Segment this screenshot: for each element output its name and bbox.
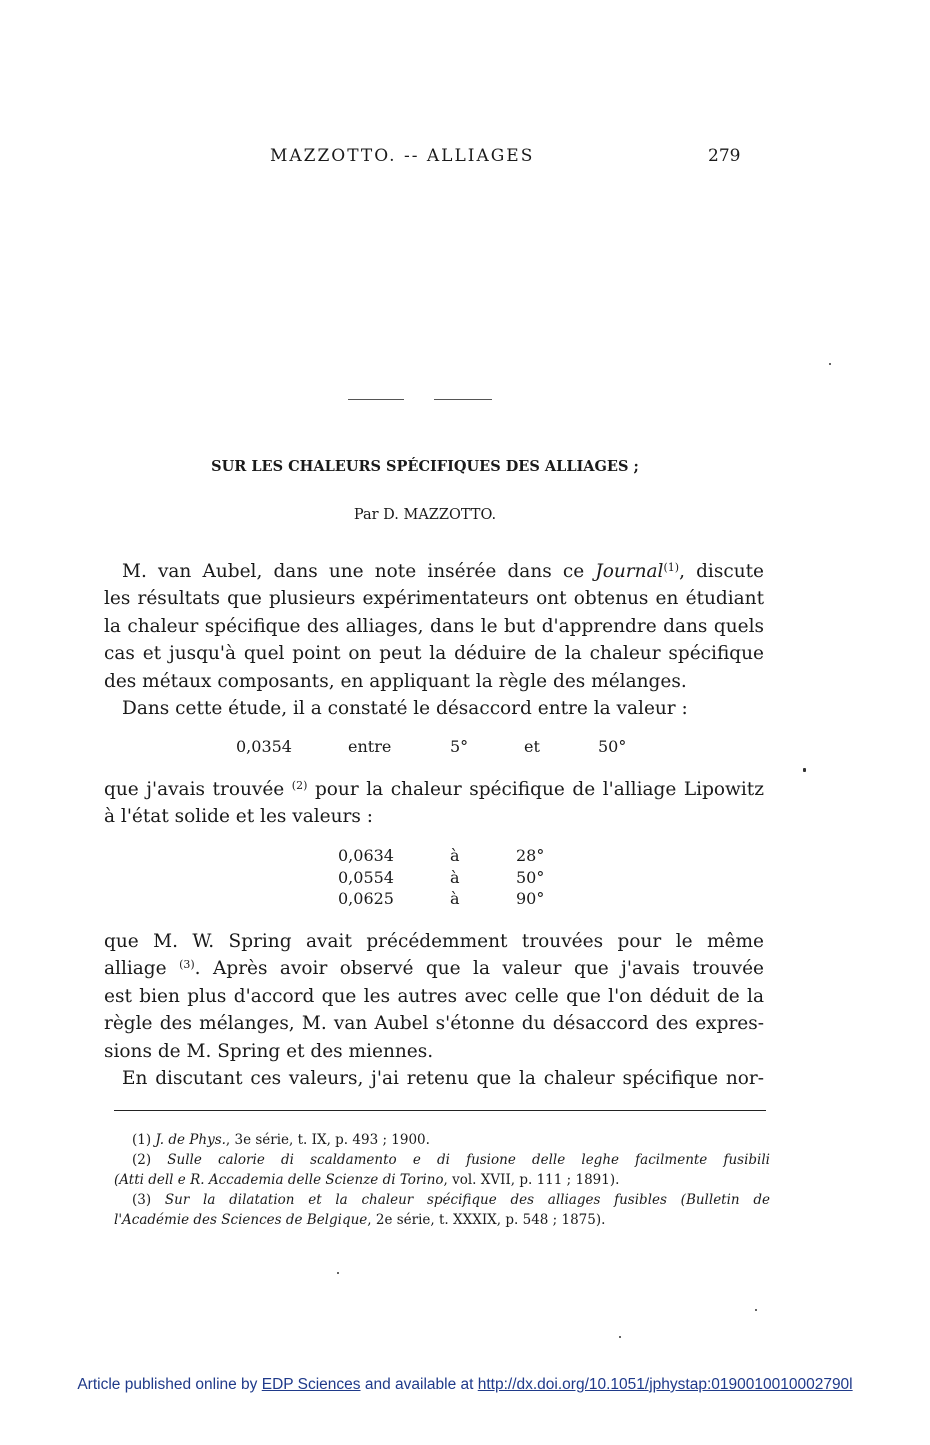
footnote-1: (1) J. de Phys., 3e série, t. IX, p. 493 ; 1900. — [132, 1132, 430, 1148]
article-title: SUR LES CHALEURS SPÉCIFIQUES DES ALLIAGES ; — [211, 458, 639, 475]
footnote-ref[interactable]: (3) — [179, 958, 195, 972]
paragraph-lipowitz — [104, 776, 764, 831]
text-line: cas et jusqu'à quel point on peut la déduire de la chaleur spécifique — [104, 643, 764, 665]
text-line: alliage $^{(3)}$. Après avoir observé que la valeur que j'avais trouvée — [104, 958, 764, 980]
separator-rule-left — [348, 399, 404, 400]
scan-speck — [337, 1272, 339, 1274]
paragraph-intro — [104, 558, 764, 722]
article-byline: Par D. MAZZOTTO. — [353, 507, 497, 523]
footnote-ref[interactable]: (2) — [291, 779, 308, 792]
separator-rule-right — [434, 399, 492, 400]
text-line: que j'avais trouvée $^{(2)}$ pour la chaleur spécifique de l'alliage Lipowitz — [104, 779, 764, 800]
table-cell-prep: à — [450, 889, 460, 908]
running-title: MAZZOTTO. -- ALLIAGES — [270, 146, 535, 166]
text-line: est bien plus d'accord que les autres avec celle que l'on déduit de la — [104, 985, 764, 1007]
page-number: 279 — [708, 146, 741, 166]
publisher-link[interactable]: EDP Sciences — [261, 1376, 361, 1393]
table-cell-value: 0,0634 — [338, 846, 394, 865]
publisher-footer: Article published online by EDP Sciences and available at http://dx.doi.org/10.1051/jphystap:0190010010002790l — [77, 1376, 853, 1393]
footnote-3: (3) Sur la dilatation et la chaleur spécifique des alliages fusibles (Bulletin de — [132, 1192, 770, 1208]
table-cell-temp: 50° — [516, 868, 545, 887]
footnote-3-cont: l'Académie des Sciences de Belgique, 2e série, t. XXXIX, p. 548 ; 1875). — [114, 1212, 606, 1228]
table-cell-prep: à — [450, 868, 460, 887]
doi-link[interactable]: http://dx.doi.org/10.1051/jphystap:0190010010002790l — [477, 1376, 853, 1393]
value-row-item: entre — [348, 737, 392, 756]
table-cell-prep: à — [450, 846, 460, 865]
text-line: M. van Aubel, dans une note insérée dans ce Journal$^{(1)}$, discute — [122, 561, 764, 582]
value-row-item: et — [524, 737, 540, 756]
value-row-item: 50° — [598, 737, 627, 756]
paragraph-spring — [104, 928, 764, 1092]
text-line: sions de M. Spring et des miennes. — [104, 1040, 434, 1062]
table-cell-temp: 90° — [516, 889, 545, 908]
text-line: des métaux composants, en appliquant la règle des mélanges. — [104, 670, 687, 692]
text-line: à l'état solide et les valeurs : — [104, 806, 373, 828]
text-line: les résultats que plusieurs expérimentateurs ont obtenus en étudiant — [104, 588, 764, 610]
scan-speck — [755, 1309, 757, 1311]
value-row-item: 0,0354 — [236, 737, 292, 756]
scan-speck — [829, 363, 831, 365]
value-row-item: 5° — [450, 737, 469, 756]
footnote-ref[interactable]: (1) — [663, 561, 680, 574]
footnote-rule — [114, 1110, 766, 1111]
text-line: que M. W. Spring avait précédemment trouvées pour le même — [104, 931, 764, 952]
scan-speck — [619, 1336, 621, 1338]
footnote-2-cont: (Atti dell e R. Accademia delle Scienze di Torino, vol. XVII, p. 111 ; 1891). — [114, 1172, 620, 1188]
table-cell-value: 0,0554 — [338, 868, 394, 887]
text-line: la chaleur spécifique des alliages, dans le but d'apprendre dans quels — [104, 615, 764, 637]
text-line: Dans cette étude, il a constaté le désaccord entre la valeur : — [122, 698, 688, 720]
table-cell-value: 0,0625 — [338, 889, 394, 908]
text-line: En discutant ces valeurs, j'ai retenu que la chaleur spécifique nor- — [122, 1068, 764, 1090]
scan-speck — [803, 768, 806, 772]
footnotes — [114, 1130, 770, 1230]
table-cell-temp: 28° — [516, 846, 545, 865]
text-line: règle des mélanges, M. van Aubel s'étonne du désaccord des expres- — [104, 1013, 764, 1035]
footnote-2: (2) Sulle calorie di scaldamento e di fusione delle leghe facilmente fusibili — [132, 1152, 770, 1168]
